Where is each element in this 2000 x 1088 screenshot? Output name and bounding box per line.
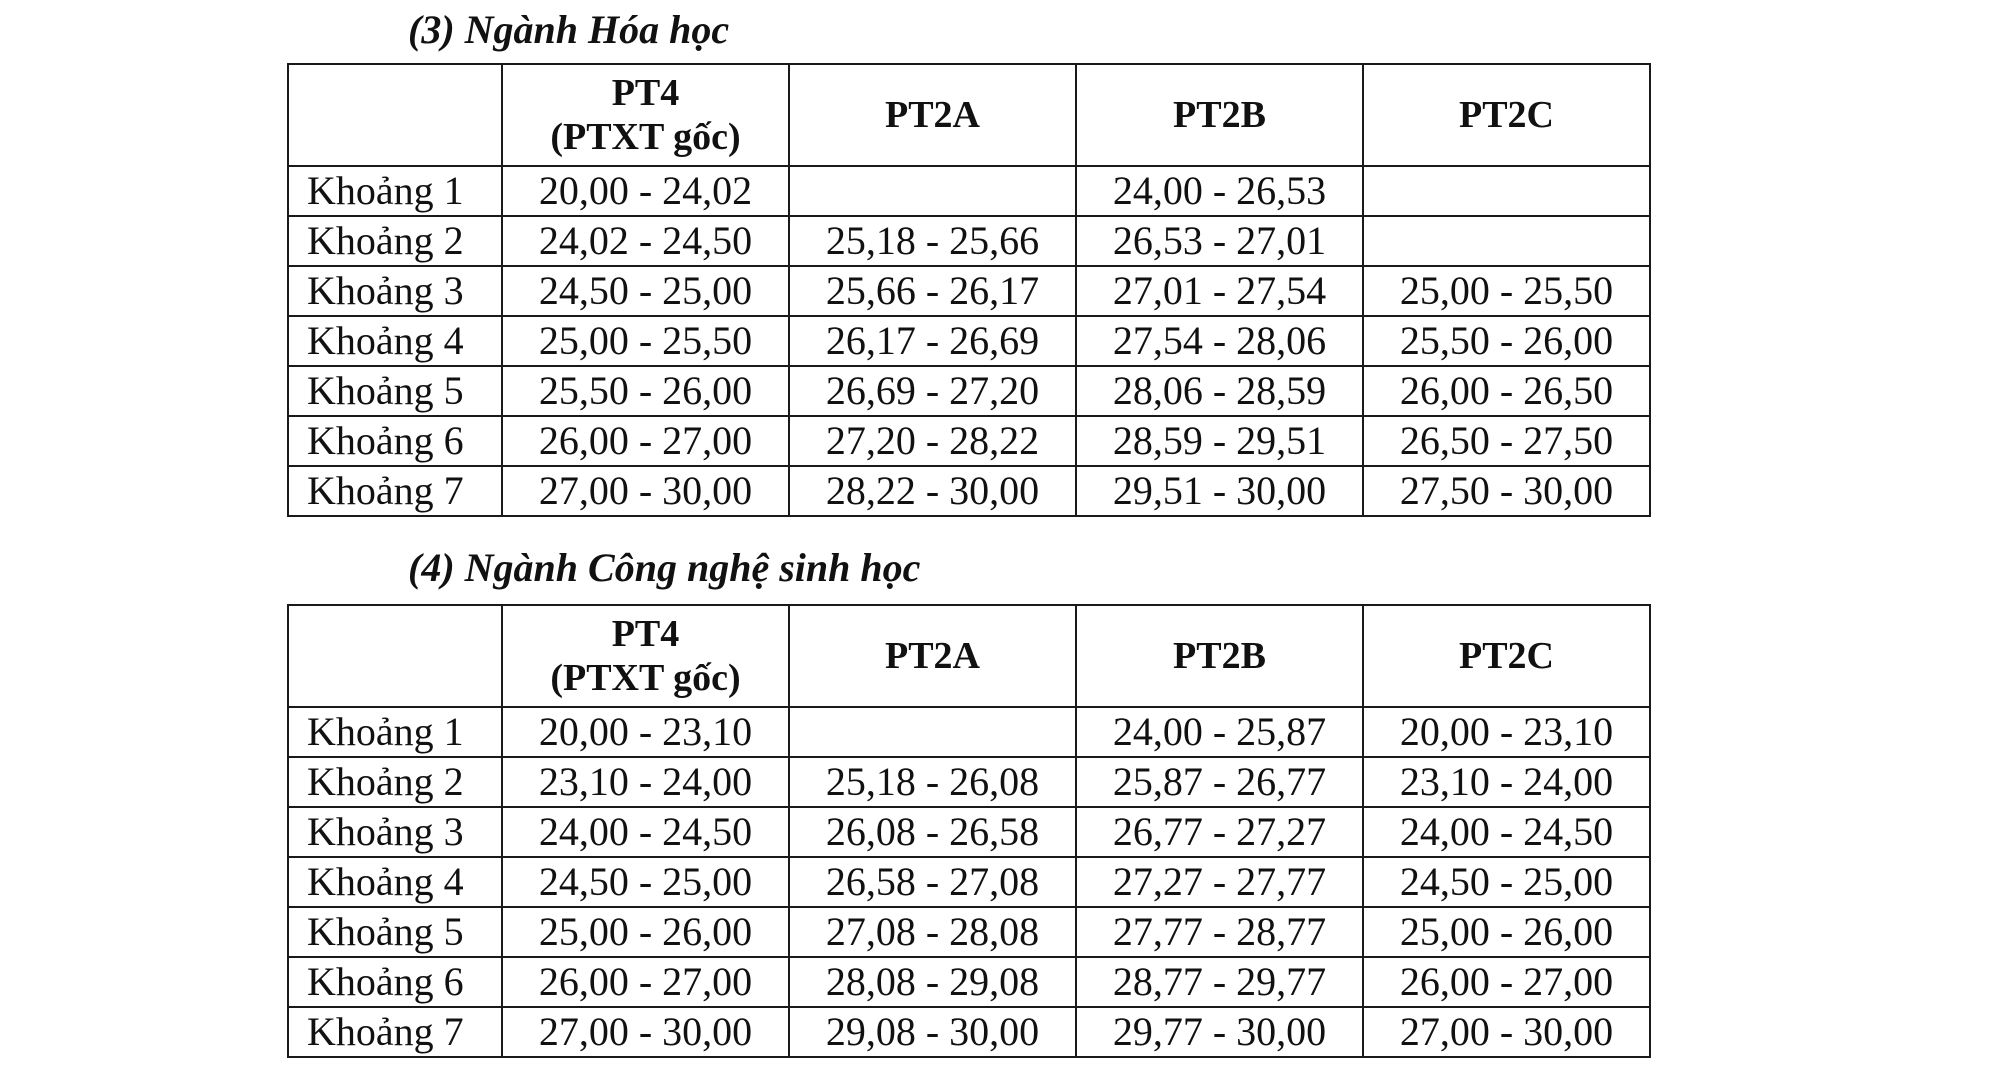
table-header-row bbox=[288, 605, 1650, 707]
cell-pt2c: 26,00 - 26,50 bbox=[1363, 366, 1650, 416]
cell-pt2c: 26,50 - 27,50 bbox=[1363, 416, 1650, 466]
header-cell-blank bbox=[288, 605, 502, 707]
row-label-cell: Khoảng 7 bbox=[288, 1007, 502, 1057]
section-title-cong-nghe-sinh-hoc: (4) Ngành Công nghệ sinh học bbox=[408, 545, 921, 590]
cell-pt2b: 26,77 - 27,27 bbox=[1076, 807, 1363, 857]
row-label-cell: Khoảng 2 bbox=[288, 216, 502, 266]
cell-pt4: 24,50 - 25,00 bbox=[502, 266, 789, 316]
cell-pt4: 20,00 - 24,02 bbox=[502, 166, 789, 216]
cell-pt2b: 29,77 - 30,00 bbox=[1076, 1007, 1363, 1057]
cell-pt2a bbox=[789, 707, 1076, 757]
row-label-cell: Khoảng 6 bbox=[288, 416, 502, 466]
cell-pt2c: 26,00 - 27,00 bbox=[1363, 957, 1650, 1007]
cell-pt2c: 24,00 - 24,50 bbox=[1363, 807, 1650, 857]
cell-pt2a: 27,08 - 28,08 bbox=[789, 907, 1076, 957]
cell-pt2a: 26,69 - 27,20 bbox=[789, 366, 1076, 416]
table-row bbox=[288, 757, 1650, 807]
cell-pt2b: 27,77 - 28,77 bbox=[1076, 907, 1363, 957]
cell-pt2a: 28,22 - 30,00 bbox=[789, 466, 1076, 516]
cell-pt2b: 24,00 - 26,53 bbox=[1076, 166, 1363, 216]
cell-pt4: 24,00 - 24,50 bbox=[502, 807, 789, 857]
cell-pt2b: 29,51 - 30,00 bbox=[1076, 466, 1363, 516]
cell-pt2a: 25,18 - 26,08 bbox=[789, 757, 1076, 807]
cell-pt2c: 25,00 - 25,50 bbox=[1363, 266, 1650, 316]
cell-pt4: 26,00 - 27,00 bbox=[502, 416, 789, 466]
cell-pt4: 24,50 - 25,00 bbox=[502, 857, 789, 907]
cell-pt2b: 26,53 - 27,01 bbox=[1076, 216, 1363, 266]
table-row bbox=[288, 807, 1650, 857]
header-pt4-line1: PT4 bbox=[611, 72, 680, 114]
table-row bbox=[288, 166, 1650, 216]
header-cell-pt2c: PT2C bbox=[1363, 605, 1650, 707]
score-table-cong-nghe-sinh-hoc bbox=[287, 604, 1651, 1058]
row-label-cell: Khoảng 3 bbox=[288, 266, 502, 316]
table-header-row bbox=[288, 64, 1650, 166]
cell-pt2b: 24,00 - 25,87 bbox=[1076, 707, 1363, 757]
section-title-hoa-hoc: (3) Ngành Hóa học bbox=[408, 7, 730, 52]
table-row bbox=[288, 216, 1650, 266]
cell-pt2a: 25,18 - 25,66 bbox=[789, 216, 1076, 266]
table-row bbox=[288, 707, 1650, 757]
cell-pt2b: 27,27 - 27,77 bbox=[1076, 857, 1363, 907]
cell-pt2b: 25,87 - 26,77 bbox=[1076, 757, 1363, 807]
cell-pt2a: 27,20 - 28,22 bbox=[789, 416, 1076, 466]
cell-pt4: 20,00 - 23,10 bbox=[502, 707, 789, 757]
cell-pt2a: 26,58 - 27,08 bbox=[789, 857, 1076, 907]
header-cell-pt4 bbox=[502, 605, 789, 707]
cell-pt4: 25,00 - 25,50 bbox=[502, 316, 789, 366]
row-label-cell: Khoảng 5 bbox=[288, 366, 502, 416]
cell-pt2b: 27,54 - 28,06 bbox=[1076, 316, 1363, 366]
row-label-cell: Khoảng 1 bbox=[288, 707, 502, 757]
cell-pt2b: 27,01 - 27,54 bbox=[1076, 266, 1363, 316]
header-pt4-line2: (PTXT gốc) bbox=[550, 116, 741, 158]
cell-pt2c: 24,50 - 25,00 bbox=[1363, 857, 1650, 907]
table-row bbox=[288, 907, 1650, 957]
table-row bbox=[288, 857, 1650, 907]
table-row bbox=[288, 366, 1650, 416]
table-row bbox=[288, 466, 1650, 516]
row-label-cell: Khoảng 4 bbox=[288, 316, 502, 366]
cell-pt2b: 28,06 - 28,59 bbox=[1076, 366, 1363, 416]
cell-pt2c: 25,50 - 26,00 bbox=[1363, 316, 1650, 366]
header-cell-pt2a: PT2A bbox=[789, 605, 1076, 707]
cell-pt2b: 28,59 - 29,51 bbox=[1076, 416, 1363, 466]
table-row bbox=[288, 316, 1650, 366]
score-table-hoa-hoc bbox=[287, 63, 1651, 517]
cell-pt4: 23,10 - 24,00 bbox=[502, 757, 789, 807]
table-row bbox=[288, 1007, 1650, 1057]
cell-pt2c: 20,00 - 23,10 bbox=[1363, 707, 1650, 757]
cell-pt2a: 25,66 - 26,17 bbox=[789, 266, 1076, 316]
row-label-cell: Khoảng 1 bbox=[288, 166, 502, 216]
header-pt4-line2: (PTXT gốc) bbox=[550, 657, 741, 699]
cell-pt2c: 23,10 - 24,00 bbox=[1363, 757, 1650, 807]
cell-pt2a bbox=[789, 166, 1076, 216]
cell-pt2c: 25,00 - 26,00 bbox=[1363, 907, 1650, 957]
cell-pt2c bbox=[1363, 166, 1650, 216]
cell-pt4: 27,00 - 30,00 bbox=[502, 1007, 789, 1057]
cell-pt4: 25,00 - 26,00 bbox=[502, 907, 789, 957]
cell-pt2c bbox=[1363, 216, 1650, 266]
cell-pt2a: 26,08 - 26,58 bbox=[789, 807, 1076, 857]
cell-pt2a: 26,17 - 26,69 bbox=[789, 316, 1076, 366]
row-label-cell: Khoảng 3 bbox=[288, 807, 502, 857]
table-row bbox=[288, 266, 1650, 316]
cell-pt4: 24,02 - 24,50 bbox=[502, 216, 789, 266]
row-label-cell: Khoảng 2 bbox=[288, 757, 502, 807]
header-cell-pt2c: PT2C bbox=[1363, 64, 1650, 166]
header-cell-pt2a: PT2A bbox=[789, 64, 1076, 166]
header-cell-blank bbox=[288, 64, 502, 166]
cell-pt2c: 27,50 - 30,00 bbox=[1363, 466, 1650, 516]
row-label-cell: Khoảng 4 bbox=[288, 857, 502, 907]
cell-pt2c: 27,00 - 30,00 bbox=[1363, 1007, 1650, 1057]
cell-pt4: 27,00 - 30,00 bbox=[502, 466, 789, 516]
row-label-cell: Khoảng 6 bbox=[288, 957, 502, 1007]
cell-pt2a: 28,08 - 29,08 bbox=[789, 957, 1076, 1007]
header-cell-pt2b: PT2B bbox=[1076, 64, 1363, 166]
cell-pt4: 25,50 - 26,00 bbox=[502, 366, 789, 416]
row-label-cell: Khoảng 5 bbox=[288, 907, 502, 957]
cell-pt4: 26,00 - 27,00 bbox=[502, 957, 789, 1007]
header-cell-pt2b: PT2B bbox=[1076, 605, 1363, 707]
cell-pt2b: 28,77 - 29,77 bbox=[1076, 957, 1363, 1007]
cell-pt2a: 29,08 - 30,00 bbox=[789, 1007, 1076, 1057]
header-pt4-line1: PT4 bbox=[611, 613, 680, 655]
table-row bbox=[288, 957, 1650, 1007]
header-cell-pt4 bbox=[502, 64, 789, 166]
table-row bbox=[288, 416, 1650, 466]
row-label-cell: Khoảng 7 bbox=[288, 466, 502, 516]
